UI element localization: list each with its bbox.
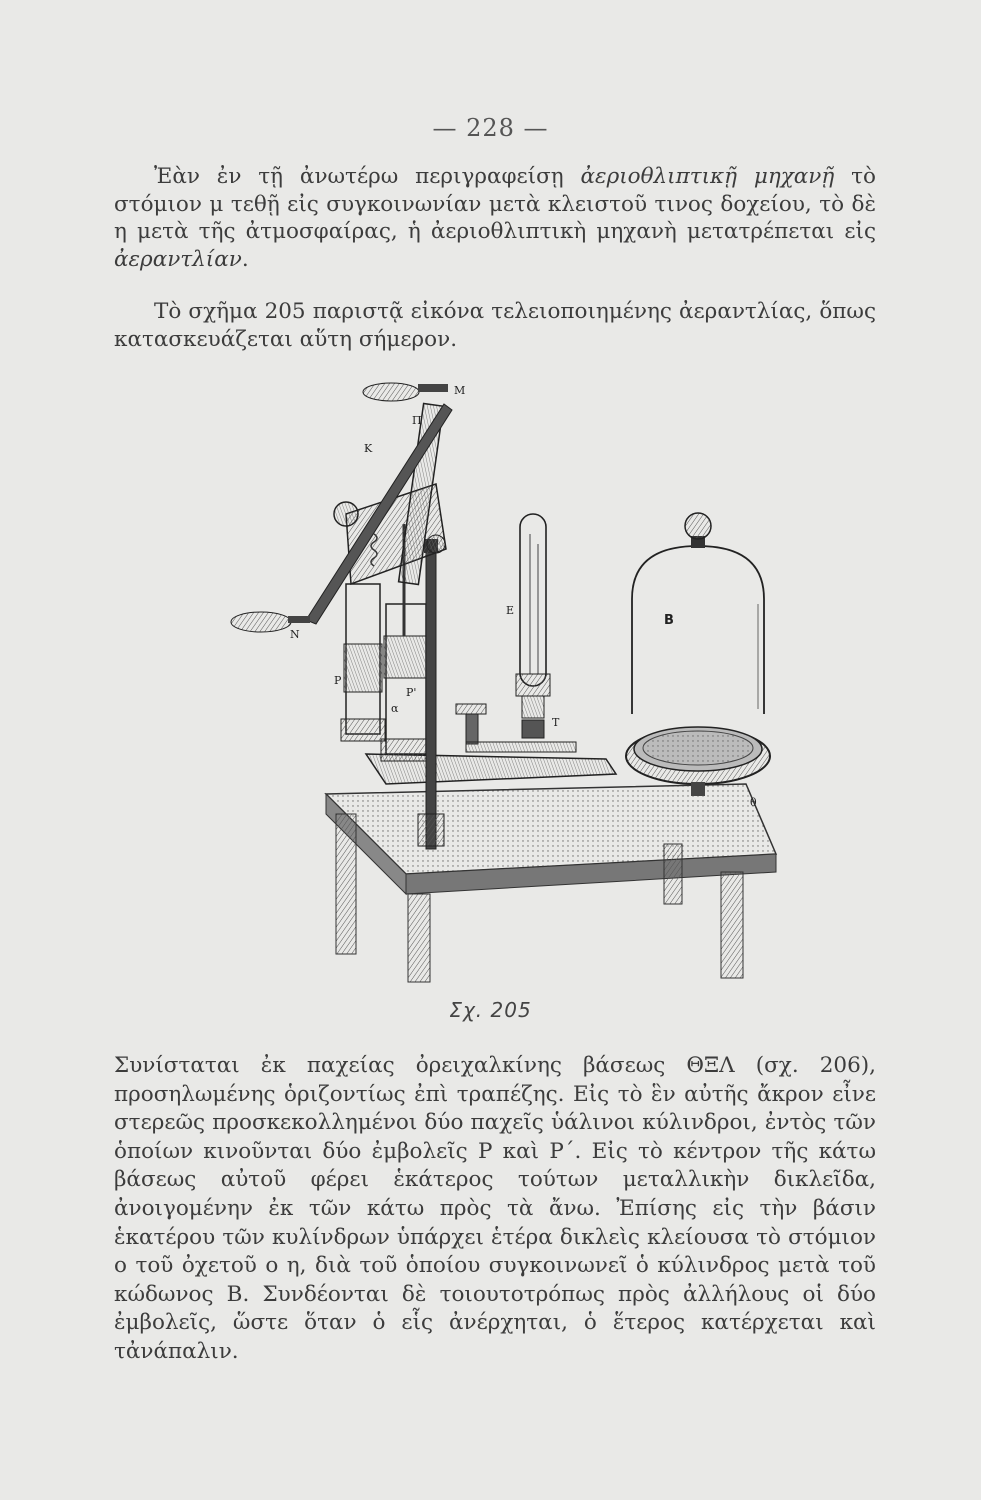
- paragraph-1-end: .: [241, 246, 249, 272]
- paragraph-1-text-b: τὸ στόμιον μ τεθῇ εἰς συγκοινωνίαν μετὰ κλειστοῦ τινος δοχείου, τὸ δὲ η μετὰ τῆς ἀτμοσφαίρας, ἡ ἀεριοθλιπτικὴ μηχανὴ μετατρέπεται εἰς: [114, 164, 876, 244]
- label-e: E: [506, 604, 515, 617]
- air-pump-engraving: [186, 374, 792, 986]
- figure-caption: Σχ. 205: [449, 998, 532, 1022]
- label-k: K: [364, 442, 373, 455]
- paragraph-1: [114, 163, 876, 273]
- gauge-tube: [516, 514, 550, 738]
- label-n: N: [290, 628, 300, 641]
- label-m: M: [454, 384, 466, 397]
- paragraph-3: Συνίσταται ἐκ παχείας ὀρειχαλκίνης βάσεως ΘΞΛ (σχ. 206), προσηλωμένης ὁριζοντίως ἐπὶ τραπέζης. Εἰς τὸ ἓν αὐτῆς ἄκρον εἶνε στερεῶς προσκεκολλημένοι δύο παχεῖς ὑάλινοι κύλινδροι, ἐντὸς τῶν ὁποίων κινοῦνται δύο ἐμβολεῖς Ρ καὶ Ρ΄. Εἰς τὸ κέντρον τῆς κάτω βάσεως αὐτοῦ φέρει ἑκάτερος τούτων μεταλλικὴν δικλεῖδα, ἀνοιγομένην ἐκ τῶν κάτω πρὸς τὰ ἄνω. Ἐπίσης εἰς τὴν βάσιν ἑκατέρου τῶν κυλίνδρων ὑπάρχει ἑτέρα δικλεὶς κλείουσα τὸ στόμιον ο τοῦ ὀχετοῦ ο η, διὰ τοῦ ὁποίου συγκοινωνεῖ ὁ κύλινδρος μετὰ τοῦ κώδωνος Β. Συνδέονται δὲ τοιουτοτρόπως πρὸς ἀλλήλους οἱ δύο ἐμβολεῖς, ὥστε ὅταν ὁ εἷς ἀνέρχηται, ὁ ἕτερος κατέρχεται καὶ τἀνάπαλιν.: [114, 1053, 876, 1364]
- label-p-prime: P': [406, 686, 417, 699]
- paragraph-2: Τὸ σχῆμα 205 παριστᾷ εἰκόνα τελειοποιημένης ἀεραντλίας, ὅπως κατασκευάζεται αὕτη σήμερον.: [114, 299, 876, 352]
- paragraph-1-term: ἀεραντλίαν: [114, 246, 242, 272]
- bell-jar: [632, 513, 764, 714]
- page-number: — 228 —: [432, 114, 549, 142]
- paragraph-1-emphasis: ἀεριοθλιπτικῇ μηχανῇ: [580, 164, 835, 189]
- label-theta: θ: [750, 796, 757, 809]
- table: [326, 784, 776, 982]
- label-pi: Π: [412, 414, 422, 427]
- label-alpha: α: [391, 702, 399, 715]
- label-p: P: [334, 674, 342, 687]
- label-t: T: [552, 716, 560, 729]
- label-b: B: [664, 613, 674, 628]
- paragraph-1-text-a: Ἐὰν ἐν τῇ ἀνωτέρω περιγραφείσῃ: [154, 164, 581, 189]
